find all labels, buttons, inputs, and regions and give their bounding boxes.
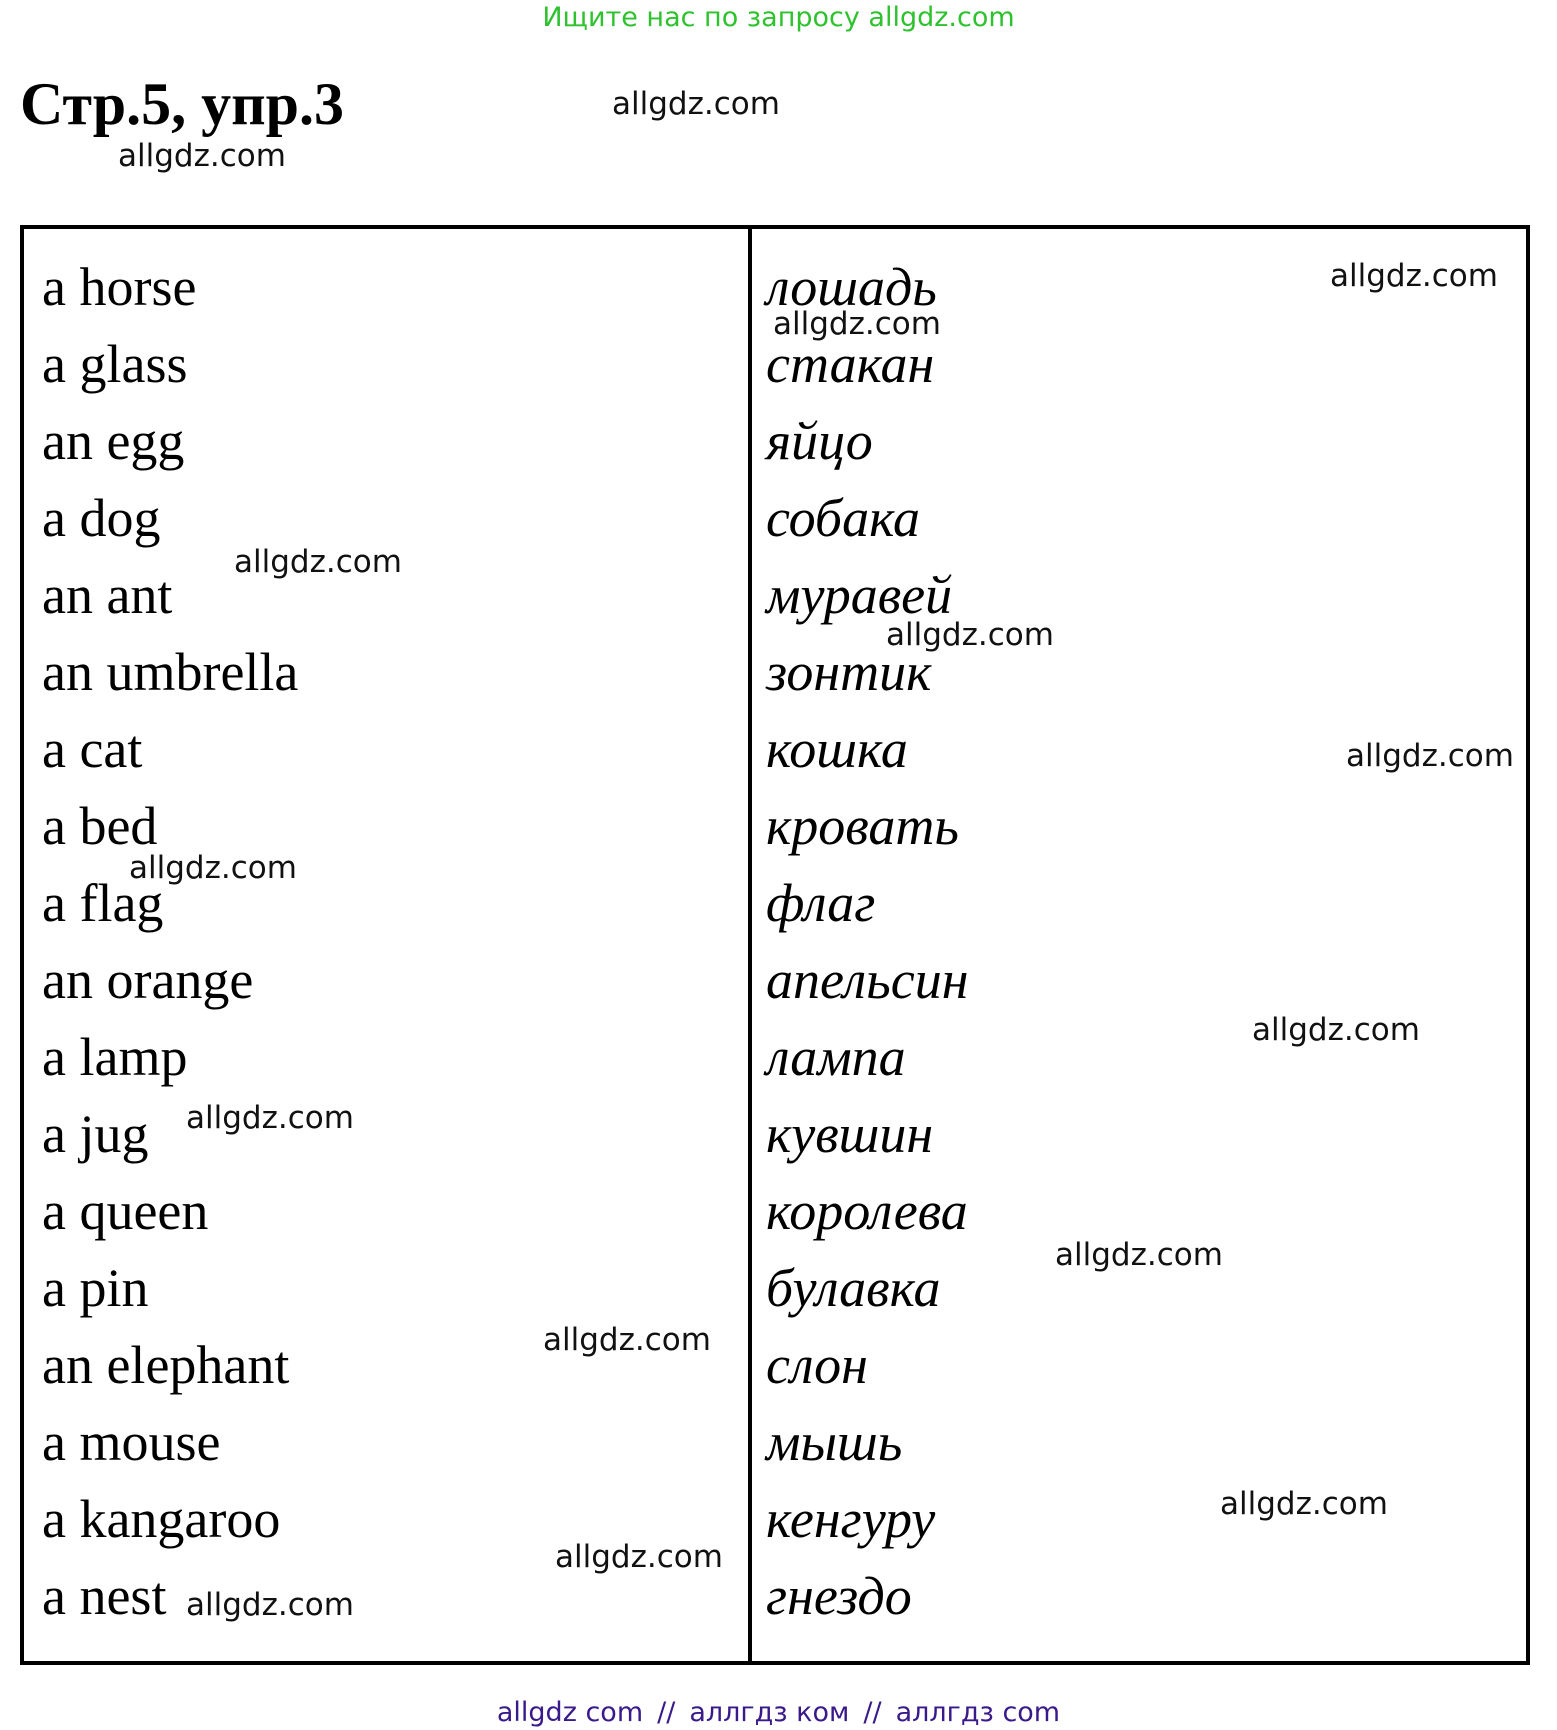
russian-word: кровать: [766, 796, 959, 856]
english-word: an umbrella: [42, 642, 299, 702]
english-word: a jug: [42, 1104, 149, 1164]
russian-word: мышь: [766, 1412, 903, 1472]
watermark: allgdz.com: [773, 306, 941, 342]
english-word: a dog: [42, 488, 161, 548]
russian-word: апельсин: [766, 950, 969, 1010]
russian-word: кенгуру: [766, 1489, 936, 1549]
russian-word: булавка: [766, 1258, 941, 1318]
russian-word: стакан: [766, 334, 935, 394]
watermark: allgdz.com: [1220, 1486, 1388, 1522]
top-banner[interactable]: Ищите нас по запросу allgdz.com: [542, 2, 1015, 33]
english-word: an egg: [42, 411, 185, 471]
russian-word: лампа: [766, 1027, 906, 1087]
russian-word: муравей: [766, 565, 953, 625]
english-word: a kangaroo: [42, 1489, 281, 1549]
english-word: a nest: [42, 1566, 167, 1626]
english-word: a bed: [42, 796, 158, 856]
english-word: a glass: [42, 334, 188, 394]
russian-word: лошадь: [766, 257, 937, 317]
english-word: an ant: [42, 565, 173, 625]
footer-link-allgdz-mixed[interactable]: аллгдз com: [895, 1697, 1061, 1728]
russian-word: слон: [766, 1335, 868, 1395]
vocabulary-table: [20, 225, 1530, 1665]
english-word: a horse: [42, 257, 197, 317]
russian-word: зонтик: [766, 642, 932, 702]
russian-word: гнездо: [766, 1566, 912, 1626]
footer-separator: //: [657, 1697, 676, 1728]
watermark: allgdz.com: [886, 617, 1054, 653]
page-title: Стр.5, упр.3: [20, 71, 345, 137]
russian-word: яйцо: [766, 411, 873, 471]
watermark: allgdz.com: [612, 86, 780, 122]
watermark: allgdz.com: [1055, 1237, 1223, 1273]
russian-word: кувшин: [766, 1104, 934, 1164]
watermark: allgdz.com: [1346, 738, 1514, 774]
english-word: a lamp: [42, 1027, 188, 1087]
footer-link-allgdz[interactable]: allgdz com: [496, 1697, 644, 1728]
english-word: a cat: [42, 719, 143, 779]
watermark: allgdz.com: [118, 138, 286, 174]
english-word: a mouse: [42, 1412, 221, 1472]
russian-word: собака: [766, 488, 920, 548]
watermark: allgdz.com: [555, 1539, 723, 1575]
footer-link-allgdz-cyrillic[interactable]: аллгдз ком: [689, 1697, 850, 1728]
russian-word: кошка: [766, 719, 908, 779]
watermark: allgdz.com: [1252, 1012, 1420, 1048]
footer-separator: //: [863, 1697, 882, 1728]
watermark: allgdz.com: [543, 1322, 711, 1358]
watermark: allgdz.com: [186, 1100, 354, 1136]
russian-word: флаг: [766, 873, 876, 933]
english-word: an elephant: [42, 1335, 290, 1395]
watermark: allgdz.com: [186, 1587, 354, 1623]
english-word: a queen: [42, 1181, 209, 1241]
watermark: allgdz.com: [1330, 258, 1498, 294]
column-divider: [748, 229, 752, 1661]
footer-links: [0, 1697, 1557, 1728]
watermark: allgdz.com: [129, 850, 297, 886]
english-word: a flag: [42, 873, 164, 933]
english-word: a pin: [42, 1258, 149, 1318]
english-word: an orange: [42, 950, 254, 1010]
russian-word: королева: [766, 1181, 968, 1241]
watermark: allgdz.com: [234, 544, 402, 580]
